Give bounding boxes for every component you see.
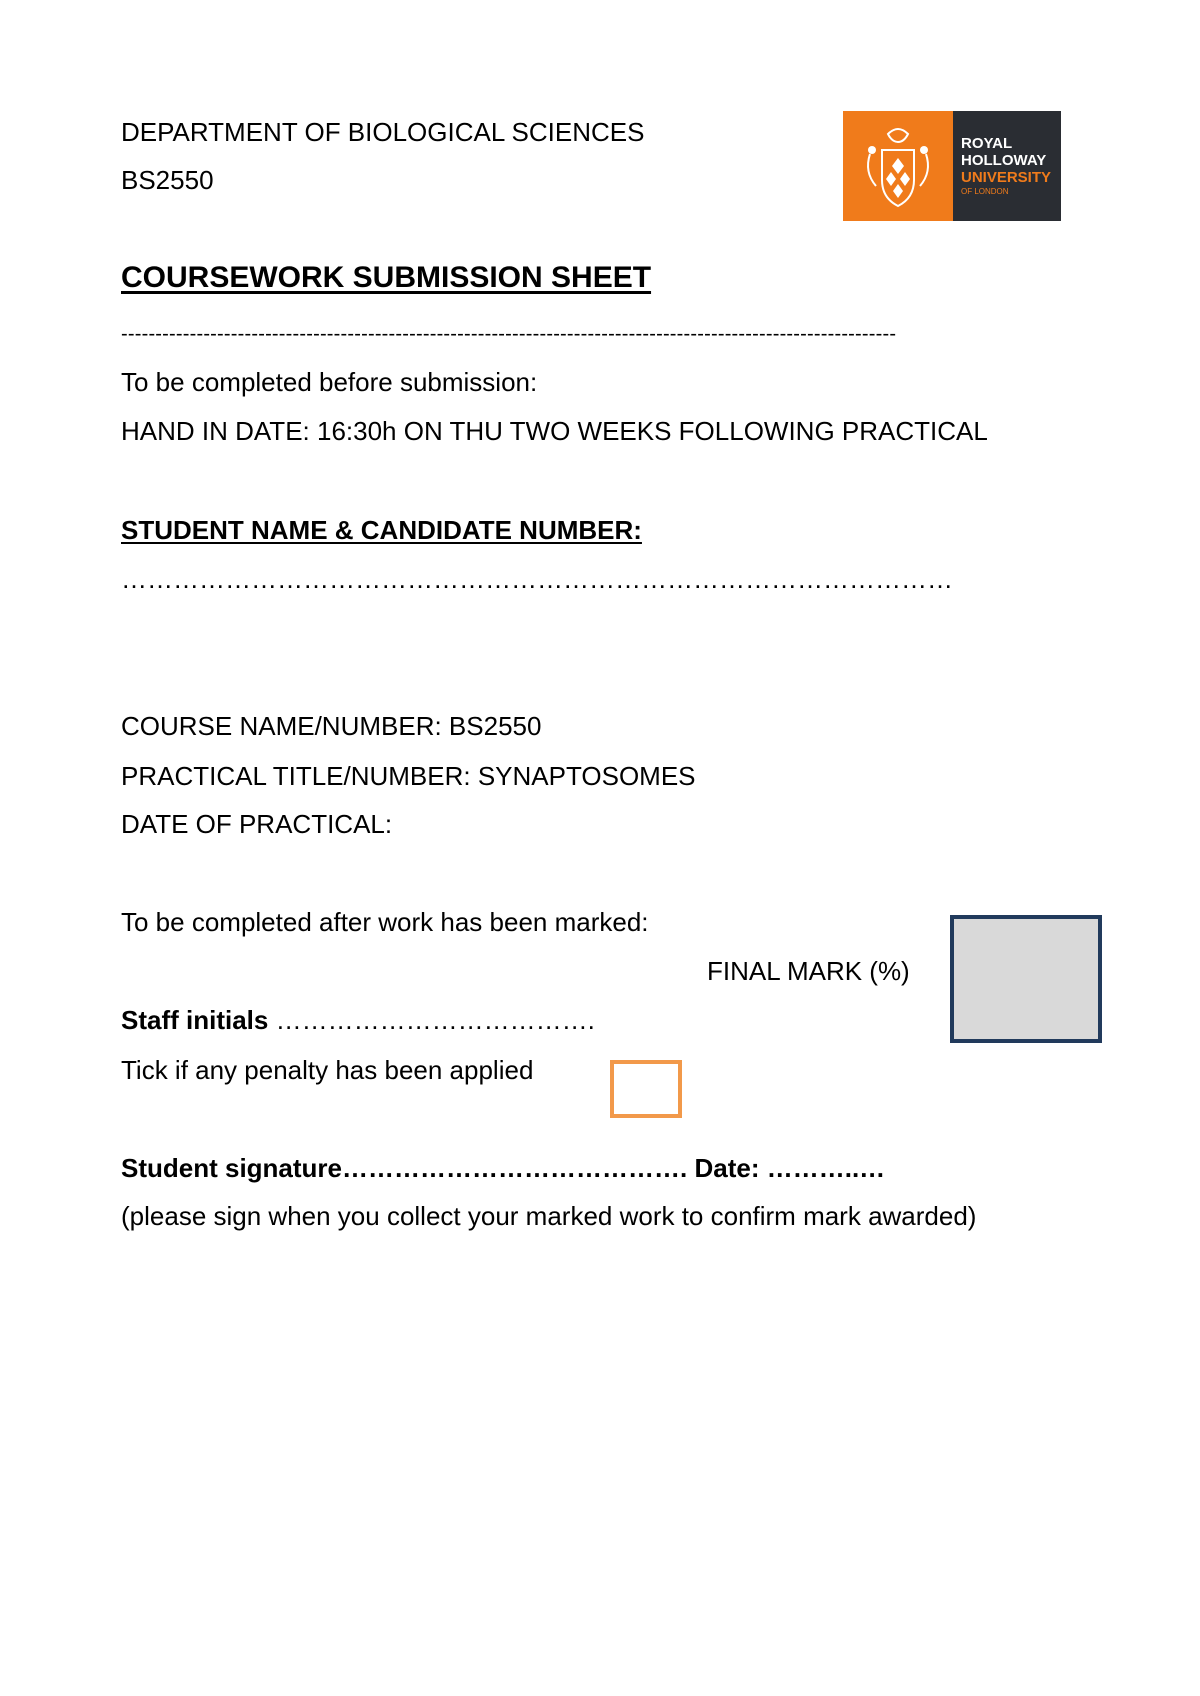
staff-initials-field[interactable]: ………………………………. [275, 1005, 595, 1035]
signature-date-field[interactable]: ………..… [766, 1153, 886, 1183]
practical-title: PRACTICAL TITLE/NUMBER: SYNAPTOSOMES [121, 761, 696, 791]
before-submission-heading: To be completed before submission: [121, 367, 538, 397]
signature-field[interactable]: …………………………………. [342, 1153, 688, 1183]
department-name: DEPARTMENT OF BIOLOGICAL SCIENCES [121, 117, 645, 147]
signature-note: (please sign when you collect your marked work to confirm mark awarded) [121, 1201, 977, 1231]
student-name-label: STUDENT NAME & CANDIDATE NUMBER: [121, 515, 642, 545]
practical-date-label: DATE OF PRACTICAL: [121, 809, 393, 839]
university-logo [843, 111, 1061, 221]
penalty-label: Tick if any penalty has been applied [121, 1055, 534, 1085]
penalty-checkbox[interactable] [610, 1060, 682, 1118]
separator-line: ----------------------------------------------------------------------------------------------------------------- [121, 323, 897, 345]
logo-line-royal: ROYAL [961, 135, 1013, 152]
logo-line-university: UNIVERSITY [961, 169, 1052, 186]
course-code: BS2550 [121, 165, 214, 195]
page-title: COURSEWORK SUBMISSION SHEET [121, 261, 652, 294]
final-mark-box[interactable] [950, 915, 1102, 1043]
staff-initials-label: Staff initials [121, 1005, 269, 1035]
signature-date-label: Date: [694, 1153, 760, 1183]
logo-line-of-london: OF LONDON [961, 187, 1009, 196]
signature-row [121, 1152, 885, 1184]
hand-in-date: HAND IN DATE: 16:30h ON THU TWO WEEKS FOLLOWING PRACTICAL [121, 416, 988, 446]
logo-wordmark [953, 111, 1061, 221]
signature-label: Student signature [121, 1153, 343, 1183]
after-marking-heading: To be completed after work has been marked: [121, 907, 649, 937]
staff-initials-row [121, 1004, 595, 1036]
logo-line-holloway: HOLLOWAY [961, 152, 1047, 169]
student-name-field[interactable]: …………………………………………………………………………………… [121, 564, 953, 594]
crest-icon [843, 111, 953, 221]
course-name-number: COURSE NAME/NUMBER: BS2550 [121, 711, 542, 741]
final-mark-label: FINAL MARK (%) [707, 956, 910, 986]
